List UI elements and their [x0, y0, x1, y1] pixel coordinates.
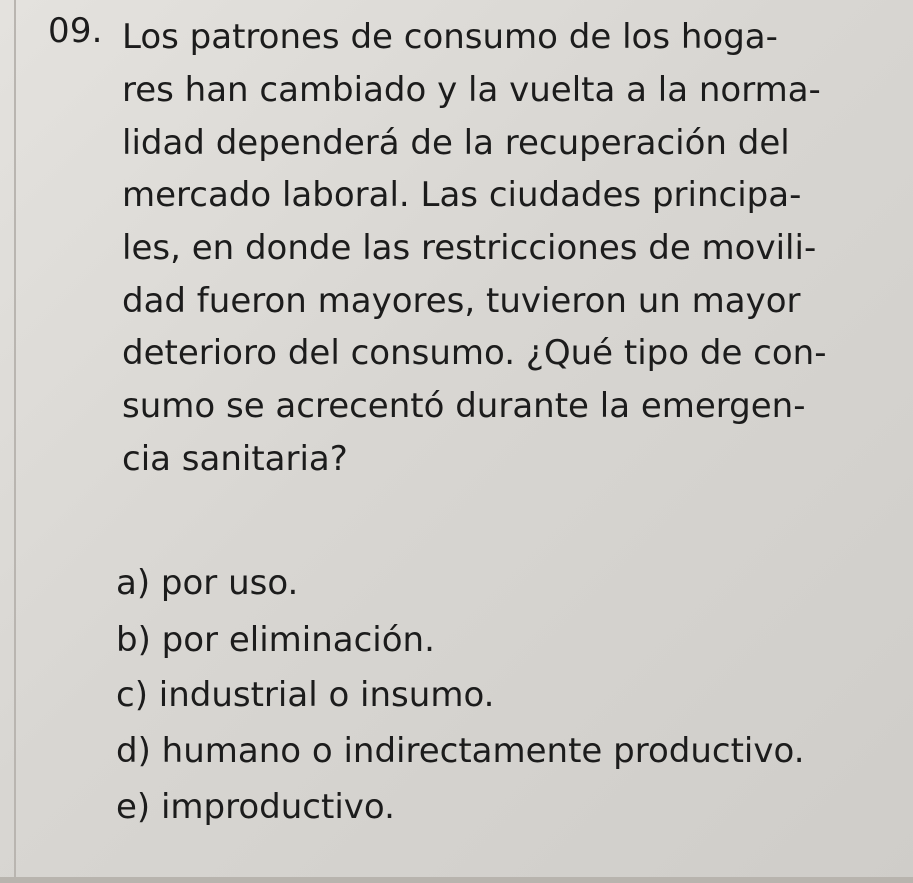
option-a[interactable]: a) por uso.	[116, 563, 299, 603]
question-line-6: dad fueron mayores, tuvieron un mayor	[122, 281, 801, 321]
option-e[interactable]: e) improductivo.	[116, 787, 395, 827]
question-line-2: res han cambiado y la vuelta a la norma-	[122, 70, 821, 110]
option-d[interactable]: d) humano o indirectamente productivo.	[116, 731, 805, 771]
page-bottom-edge	[0, 877, 913, 883]
question-line-4: mercado laboral. Las ciudades principa-	[122, 175, 802, 215]
page-margin-line	[14, 0, 16, 883]
question-line-8: sumo se acrecentó durante la emergen-	[122, 386, 806, 426]
option-c[interactable]: c) industrial o insumo.	[116, 675, 495, 715]
option-b[interactable]: b) por eliminación.	[116, 620, 435, 660]
question-line-9: cia sanitaria?	[122, 439, 348, 479]
question-line-1: Los patrones de consumo de los hoga-	[122, 17, 778, 57]
question-line-5: les, en donde las restricciones de movili-	[122, 228, 817, 268]
question-line-7: deterioro del consumo. ¿Qué tipo de con-	[122, 333, 827, 373]
question-line-3: lidad dependerá de la recuperación del	[122, 123, 790, 163]
question-number: 09.	[48, 11, 103, 51]
